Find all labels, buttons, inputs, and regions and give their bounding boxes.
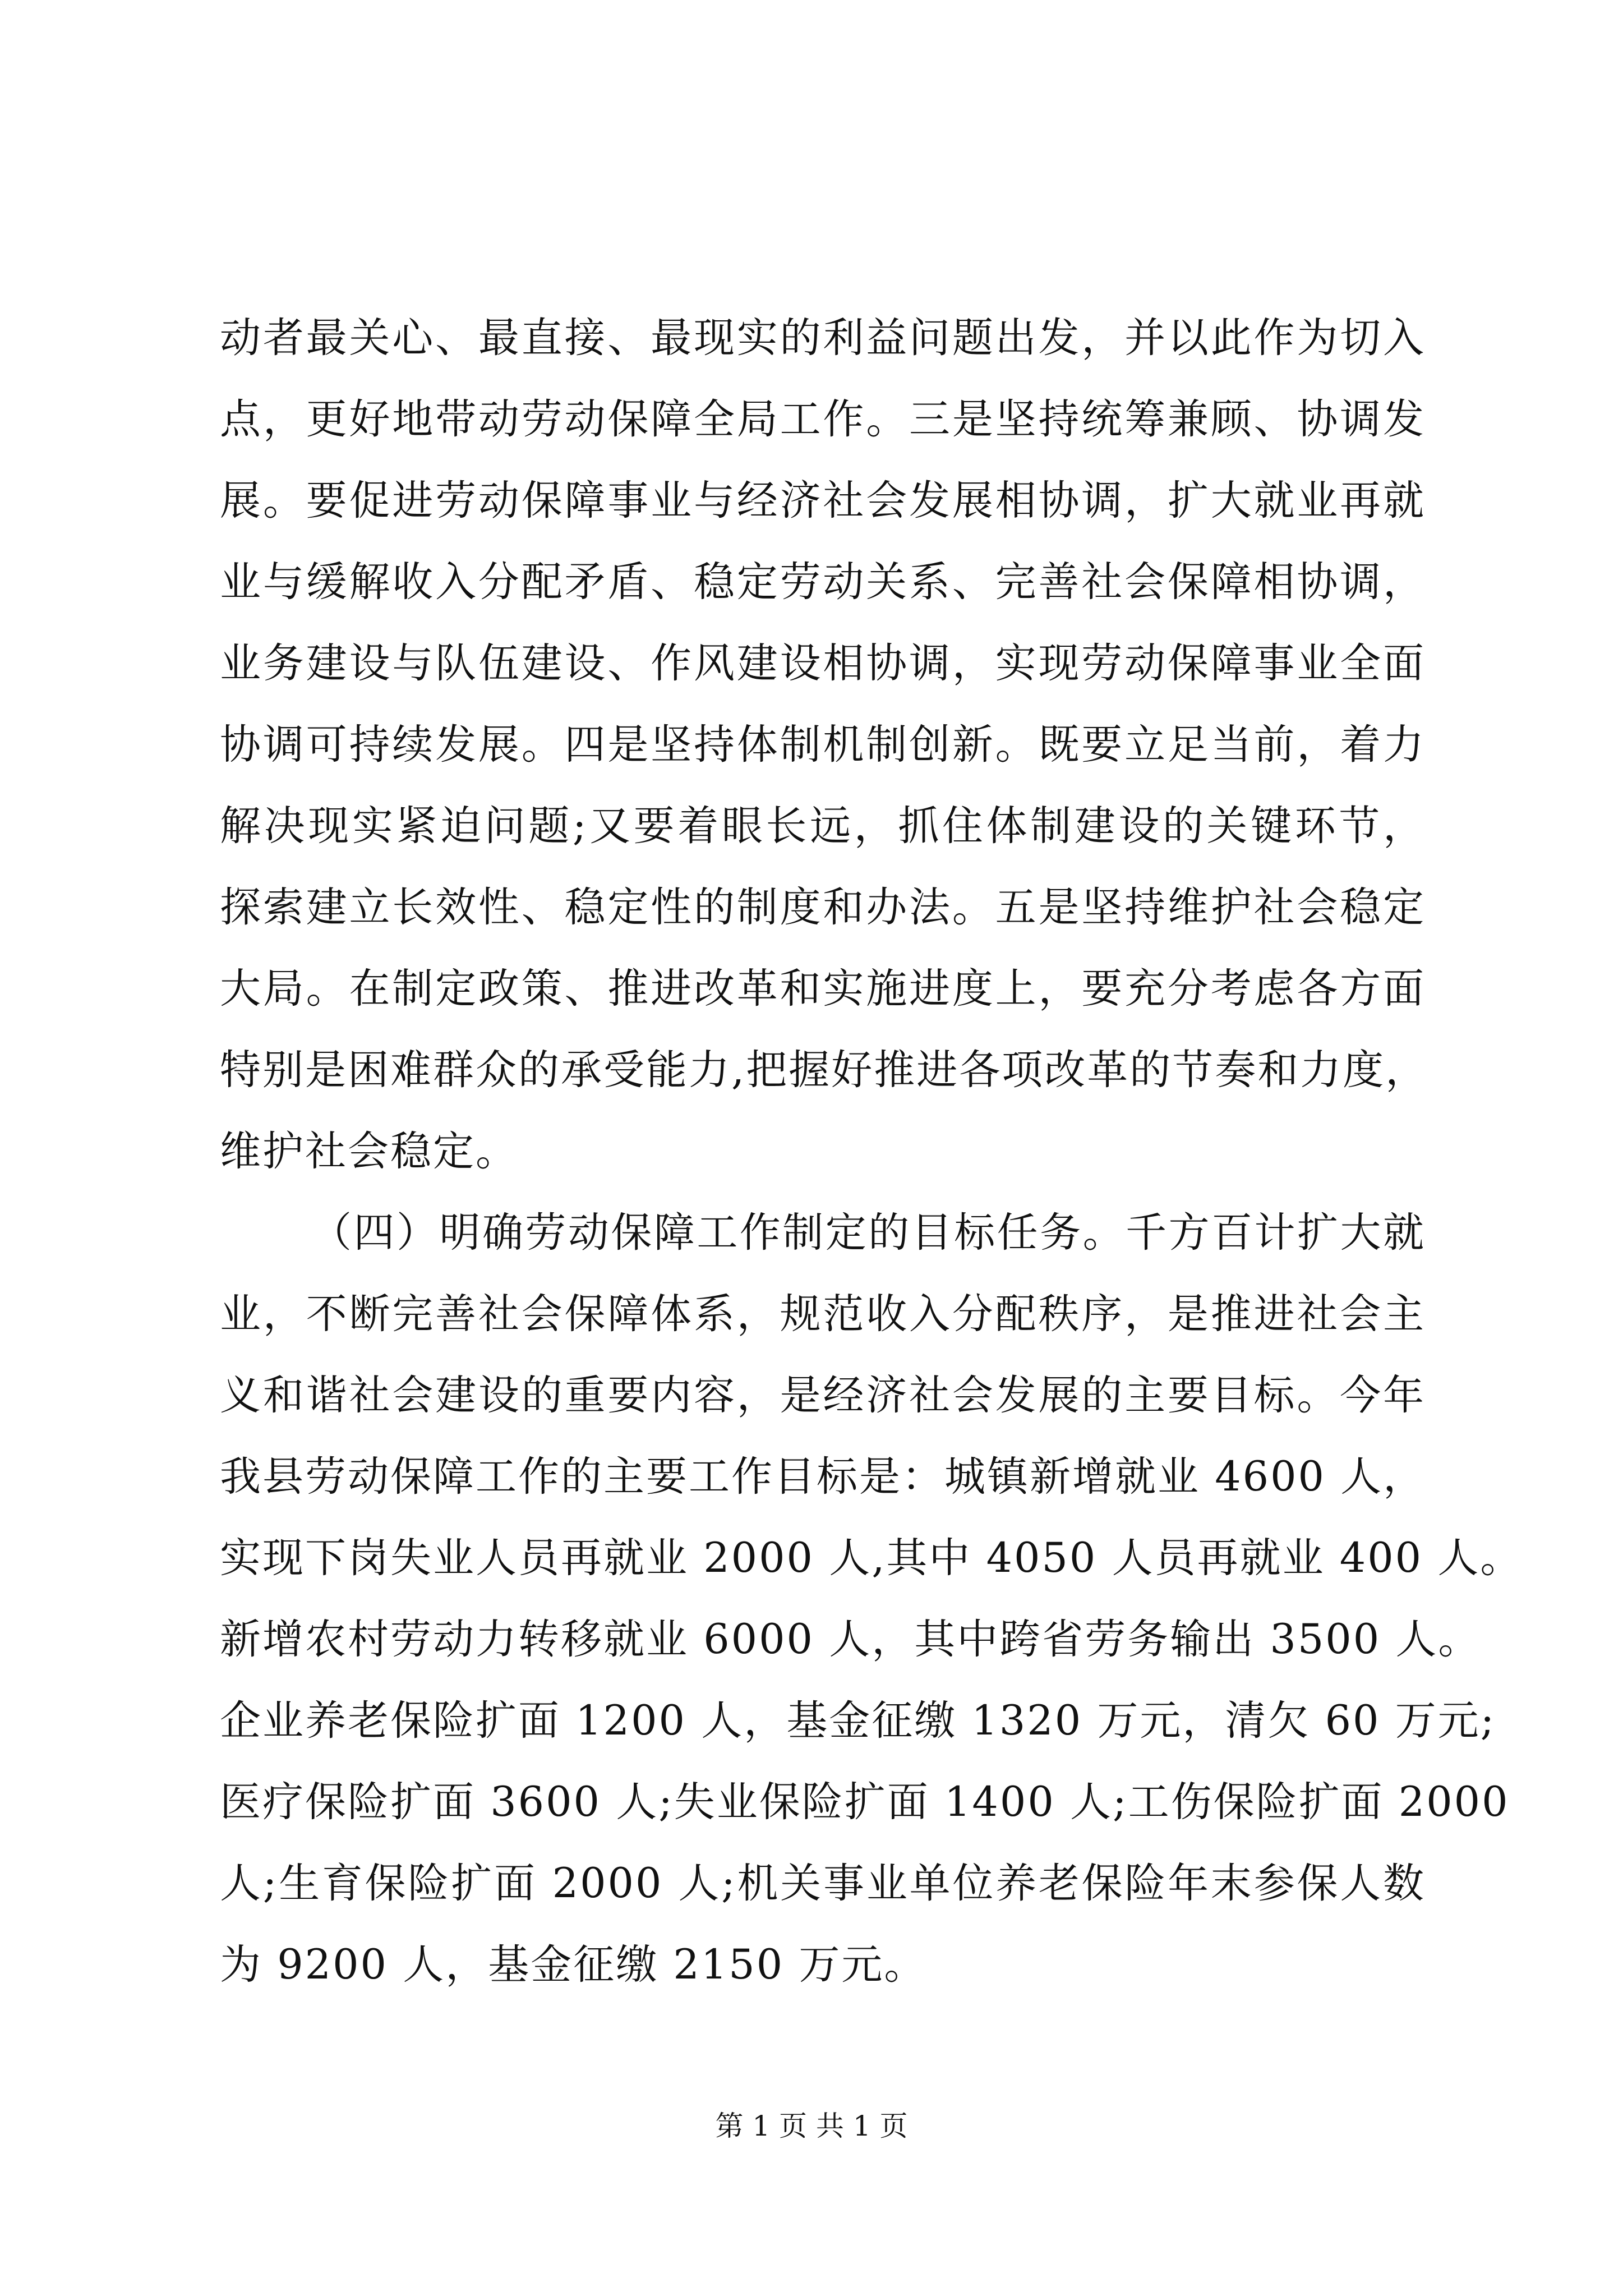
text-line: 企业养老保险扩面 1200 人，基金征缴 1320 万元，清欠 60 万元;: [220, 1697, 1496, 1745]
page-number-label: 第 1 页 共 1 页: [715, 2110, 908, 2142]
text-line: 业与缓解收入分配矛盾、稳定劳动关系、完善社会保障相协调，: [220, 558, 1426, 606]
text-line: 大局。在制定政策、推进改革和实施进度上，要充分考虑各方面: [220, 965, 1426, 1013]
text-line: 为 9200 人，基金征缴 2150 万元。: [220, 1941, 927, 1989]
body-text: [220, 297, 1523, 2005]
text-line: 解决现实紧迫问题;又要着眼长远，抓住体制建设的关键环节，: [220, 802, 1426, 850]
text-line: 义和谐社会建设的重要内容，是经济社会发展的主要目标。今年: [220, 1372, 1426, 1419]
paragraph-heading-line: （四）明确劳动保障工作制定的目标任务。千方百计扩大就: [311, 1209, 1426, 1257]
text-line: 医疗保险扩面 3600 人;失业保险扩面 1400 人;工伤保险扩面 2000: [220, 1778, 1510, 1826]
text-line: 展。要促进劳动保障事业与经济社会发展相协调，扩大就业再就: [220, 477, 1426, 524]
text-line: 人;生育保险扩面 2000 人;机关事业单位养老保险年末参保人数: [220, 1860, 1426, 1907]
text-line: 特别是困难群众的承受能力,把握好推进各项改革的节奏和力度，: [220, 1046, 1428, 1094]
text-line: 维护社会稳定。: [220, 1128, 518, 1175]
page-footer: [0, 2106, 1623, 2146]
text-line: 我县劳动保障工作的主要工作目标是：城镇新增就业 4600 人，: [220, 1453, 1426, 1501]
text-line: 动者最关心、最直接、最现实的利益问题出发，并以此作为切入: [220, 314, 1426, 362]
text-line: 新增农村劳动力转移就业 6000 人，其中跨省劳务输出 3500 人。: [220, 1616, 1481, 1663]
text-line: 实现下岗失业人员再就业 2000 人,其中 4050 人员再就业 400 人。: [220, 1534, 1523, 1582]
text-line: 协调可持续发展。四是坚持体制机制创新。既要立足当前，着力: [220, 721, 1426, 769]
text-line: 业务建设与队伍建设、作风建设相协调，实现劳动保障事业全面: [220, 639, 1426, 687]
text-line: 业，不断完善社会保障体系，规范收入分配秩序，是推进社会主: [220, 1290, 1426, 1338]
text-line: 点，更好地带动劳动保障全局工作。三是坚持统筹兼顾、协调发: [220, 395, 1426, 443]
text-line: 探索建立长效性、稳定性的制度和办法。五是坚持维护社会稳定: [220, 884, 1426, 931]
